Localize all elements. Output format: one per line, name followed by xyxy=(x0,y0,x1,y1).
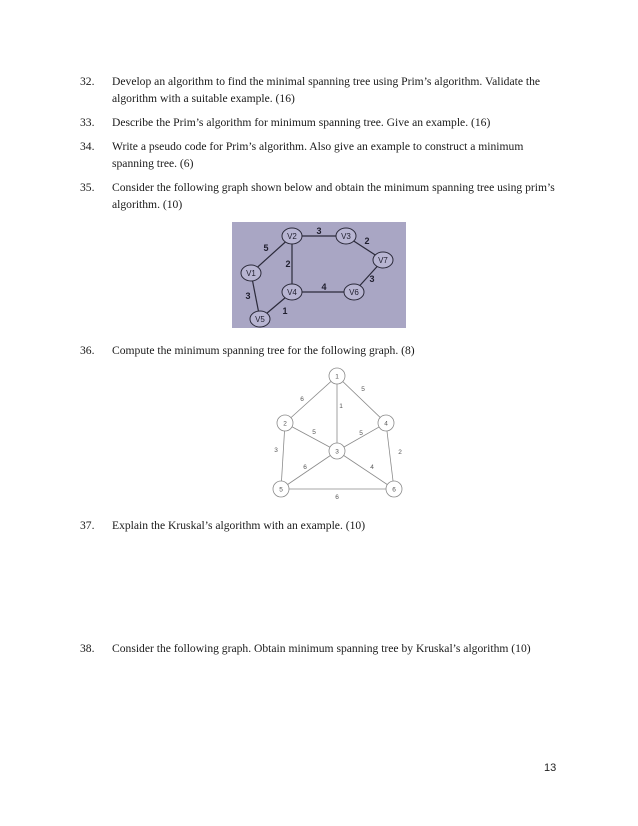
vertex-label: V3 xyxy=(341,232,351,241)
edge-weight: 3 xyxy=(316,226,322,236)
edge-weight: 5 xyxy=(359,430,363,437)
question-number: 36. xyxy=(80,344,95,357)
question-32 xyxy=(80,74,560,107)
question-number: 38. xyxy=(80,642,95,655)
question-number: 35. xyxy=(80,181,95,194)
prim-graph-figure xyxy=(232,222,406,328)
question-34 xyxy=(80,139,560,172)
vertex-label: 3 xyxy=(335,448,339,456)
edge-1-2 xyxy=(285,373,339,423)
question-number: 37. xyxy=(80,519,95,532)
edge-weight: 3 xyxy=(245,291,251,301)
edge-weight: 2 xyxy=(398,449,402,456)
vertex-label: 1 xyxy=(335,373,339,381)
question-38 xyxy=(80,641,560,658)
question-37 xyxy=(80,518,560,535)
edge-weight: 3 xyxy=(274,447,278,454)
edge-3-4 xyxy=(337,420,388,451)
question-text: Explain the Kruskal’s algorithm with an example. (10) xyxy=(112,519,366,532)
edge-4-6 xyxy=(384,420,394,489)
question-36 xyxy=(80,343,560,360)
question-text: Compute the minimum spanning tree for the following graph. (8) xyxy=(112,344,415,357)
question-text: Write a pseudo code for Prim’s algorithm. Also give an example to construct a minimum spanning tree. (6) xyxy=(112,140,524,170)
edge-2-5 xyxy=(281,420,287,489)
question-text: Consider the following graph. Obtain minimum spanning tree by Kruskal’s algorithm (10) xyxy=(112,642,531,655)
question-text: Develop an algorithm to find the minimal spanning tree using Prim’s algorithm. Validate the algorithm with a suitable example. (16) xyxy=(112,75,541,105)
vertex-label: 2 xyxy=(283,420,287,428)
edge-weight: 4 xyxy=(370,464,374,471)
edge-weight: 2 xyxy=(285,259,291,269)
vertex-label: 4 xyxy=(384,420,388,428)
vertex-label: V2 xyxy=(287,232,297,241)
vertex-label: 6 xyxy=(392,486,396,494)
question-33 xyxy=(80,115,560,132)
edge-weight: 3 xyxy=(369,274,375,284)
question-text: Describe the Prim’s algorithm for minimum spanning tree. Give an example. (16) xyxy=(112,116,491,129)
edge-1-4 xyxy=(335,373,386,423)
edge-3-5 xyxy=(281,448,339,489)
question-number: 32. xyxy=(80,75,95,88)
vertex-label: 5 xyxy=(279,486,283,494)
vertex-label: V6 xyxy=(349,288,359,297)
edge-weight: 5 xyxy=(263,243,269,253)
vertex-label: V7 xyxy=(378,256,388,265)
question-number: 33. xyxy=(80,116,95,129)
vertex-label: V1 xyxy=(246,269,256,278)
edge-weight: 1 xyxy=(339,403,343,410)
edge-weight: 4 xyxy=(321,282,327,292)
edge-weight: 5 xyxy=(312,429,316,436)
edge-3-6 xyxy=(335,448,394,489)
question-35 xyxy=(80,180,560,213)
edge-weight: 6 xyxy=(303,464,307,471)
vertex-label: V5 xyxy=(255,315,265,324)
mst-graph-figure xyxy=(255,362,415,504)
question-number: 34. xyxy=(80,140,95,153)
edge-weight: 2 xyxy=(364,236,370,246)
question-text: Consider the following graph shown below and obtain the minimum spanning tree using prim’s algorithm. (10) xyxy=(112,181,555,211)
page-number: 13 xyxy=(544,762,557,774)
edge-weight: 1 xyxy=(282,306,288,316)
vertex-label: V4 xyxy=(287,288,297,297)
edge-weight: 6 xyxy=(335,494,339,501)
edge-weight: 6 xyxy=(300,396,304,403)
edge-2-3 xyxy=(283,420,337,451)
edge-weight: 5 xyxy=(361,386,365,393)
